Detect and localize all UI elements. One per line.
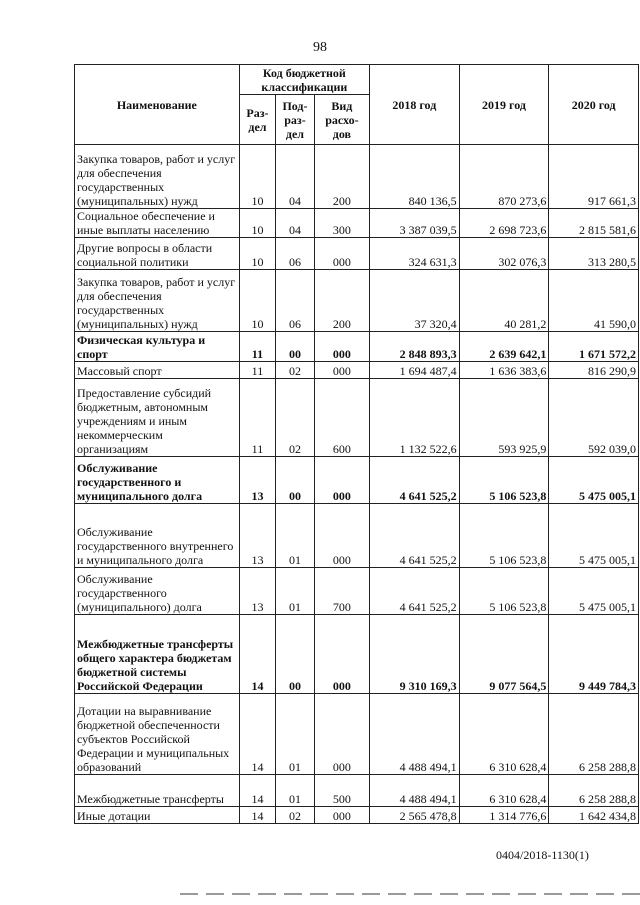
row-value-2019: 40 281,2 [459,270,549,332]
row-name: Дотации на выравнивание бюджетной обеспеченности субъектов Российской Федерации и муниципальных образований [75,694,240,775]
row-razdel: 10 [239,238,275,270]
row-value-2020: 6 258 288,8 [549,694,639,775]
header-podrazdel: Под- раз- дел [276,95,315,145]
row-name: Обслуживание государственного и муниципального долга [75,457,240,504]
row-podrazdel: 01 [276,694,315,775]
row-value-2019: 2 698 723,6 [459,209,549,238]
row-podrazdel: 02 [276,379,315,457]
table-header [75,65,639,145]
row-vid-raskhodov: 200 [314,270,369,332]
row-podrazdel: 00 [276,332,315,362]
table-row [75,775,639,807]
table-row [75,238,639,270]
row-value-2019: 1 636 383,6 [459,362,549,379]
table-row [75,145,639,209]
header-classification: Код бюджетной классификации [239,65,369,95]
table-row [75,504,639,568]
header-year-2018: 2018 год [370,65,460,145]
row-value-2020: 2 815 581,6 [549,209,639,238]
row-value-2019: 593 925,9 [459,379,549,457]
row-vid-raskhodov: 000 [314,332,369,362]
table-row [75,270,639,332]
row-name: Обслуживание государственного внутреннего и муниципального долга [75,504,240,568]
row-razdel: 10 [239,145,275,209]
row-razdel: 13 [239,457,275,504]
page-number: 98 [313,40,327,55]
row-vid-raskhodov: 200 [314,145,369,209]
row-vid-raskhodov: 000 [314,807,369,824]
table-row [75,615,639,694]
row-name: Закупка товаров, работ и услуг для обеспечения государственных (муниципальных) нужд [75,145,240,209]
header-name: Наименование [75,65,240,145]
row-value-2019: 5 106 523,8 [459,504,549,568]
row-vid-raskhodov: 000 [314,457,369,504]
row-podrazdel: 04 [276,209,315,238]
row-value-2018: 4 488 494,1 [370,775,460,807]
row-value-2019: 6 310 628,4 [459,694,549,775]
row-value-2018: 1 694 487,4 [370,362,460,379]
header-year-2020: 2020 год [549,65,639,145]
table-row [75,807,639,824]
header-razdel: Раз- дел [239,95,275,145]
row-value-2020: 1 642 434,8 [549,807,639,824]
row-value-2019: 5 106 523,8 [459,568,549,615]
row-podrazdel: 00 [276,615,315,694]
row-value-2020: 41 590,0 [549,270,639,332]
row-value-2020: 9 449 784,3 [549,615,639,694]
row-value-2018: 2 848 893,3 [370,332,460,362]
row-vid-raskhodov: 600 [314,379,369,457]
row-value-2019: 9 077 564,5 [459,615,549,694]
row-razdel: 10 [239,270,275,332]
row-name: Межбюджетные трансферты общего характера бюджетам бюджетной системы Российской Федерации [75,615,240,694]
row-value-2019: 302 076,3 [459,238,549,270]
row-value-2020: 917 661,3 [549,145,639,209]
row-name: Обслуживание государственного (муниципального) долга [75,568,240,615]
row-value-2020: 6 258 288,8 [549,775,639,807]
row-razdel: 10 [239,209,275,238]
row-podrazdel: 06 [276,270,315,332]
row-value-2018: 1 132 522,6 [370,379,460,457]
row-podrazdel: 00 [276,457,315,504]
table-row [75,209,639,238]
row-value-2020: 5 475 005,1 [549,568,639,615]
table-body [75,145,639,824]
row-value-2019: 5 106 523,8 [459,457,549,504]
row-razdel: 14 [239,615,275,694]
row-value-2018: 4 488 494,1 [370,694,460,775]
row-name: Закупка товаров, работ и услуг для обеспечения государственных (муниципальных) нужд [75,270,240,332]
row-razdel: 11 [239,379,275,457]
row-value-2020: 1 671 572,2 [549,332,639,362]
row-podrazdel: 06 [276,238,315,270]
row-value-2020: 592 039,0 [549,379,639,457]
row-podrazdel: 01 [276,568,315,615]
row-razdel: 14 [239,807,275,824]
row-razdel: 14 [239,775,275,807]
row-value-2018: 2 565 478,8 [370,807,460,824]
row-podrazdel: 01 [276,504,315,568]
table-row [75,362,639,379]
row-name: Иные дотации [75,807,240,824]
document-code: 0404/2018-1130(1) [496,848,589,862]
row-value-2020: 816 290,9 [549,362,639,379]
table-row [75,694,639,775]
row-value-2020: 5 475 005,1 [549,504,639,568]
row-value-2019: 1 314 776,6 [459,807,549,824]
row-value-2018: 9 310 169,3 [370,615,460,694]
row-podrazdel: 04 [276,145,315,209]
row-value-2018: 4 641 525,2 [370,457,460,504]
row-razdel: 11 [239,332,275,362]
row-vid-raskhodov: 000 [314,615,369,694]
row-name: Межбюджетные трансферты [75,775,240,807]
scan-edge-line [180,893,640,895]
budget-table [74,64,639,824]
row-vid-raskhodov: 000 [314,504,369,568]
row-value-2019: 6 310 628,4 [459,775,549,807]
row-value-2020: 5 475 005,1 [549,457,639,504]
row-name: Массовый спорт [75,362,240,379]
row-razdel: 13 [239,568,275,615]
table-row [75,568,639,615]
row-razdel: 14 [239,694,275,775]
row-podrazdel: 02 [276,807,315,824]
row-value-2018: 37 320,4 [370,270,460,332]
row-razdel: 11 [239,362,275,379]
row-vid-raskhodov: 300 [314,209,369,238]
table-row [75,332,639,362]
table-row [75,457,639,504]
row-value-2020: 313 280,5 [549,238,639,270]
row-value-2018: 324 631,3 [370,238,460,270]
row-value-2018: 4 641 525,2 [370,504,460,568]
row-value-2018: 840 136,5 [370,145,460,209]
row-vid-raskhodov: 000 [314,694,369,775]
row-razdel: 13 [239,504,275,568]
row-vid-raskhodov: 000 [314,238,369,270]
row-value-2019: 870 273,6 [459,145,549,209]
row-name: Предоставление субсидий бюджетным, автономным учреждениям и иным некоммерческим организациям [75,379,240,457]
row-value-2018: 4 641 525,2 [370,568,460,615]
row-name: Другие вопросы в области социальной политики [75,238,240,270]
row-podrazdel: 01 [276,775,315,807]
row-vid-raskhodov: 700 [314,568,369,615]
row-vid-raskhodov: 500 [314,775,369,807]
row-name: Физическая культура и спорт [75,332,240,362]
row-podrazdel: 02 [276,362,315,379]
header-year-2019: 2019 год [459,65,549,145]
row-name: Социальное обеспечение и иные выплаты населению [75,209,240,238]
row-value-2019: 2 639 642,1 [459,332,549,362]
header-vid-raskhodov: Вид расхо- дов [314,95,369,145]
row-vid-raskhodov: 000 [314,362,369,379]
row-value-2018: 3 387 039,5 [370,209,460,238]
table-row [75,379,639,457]
